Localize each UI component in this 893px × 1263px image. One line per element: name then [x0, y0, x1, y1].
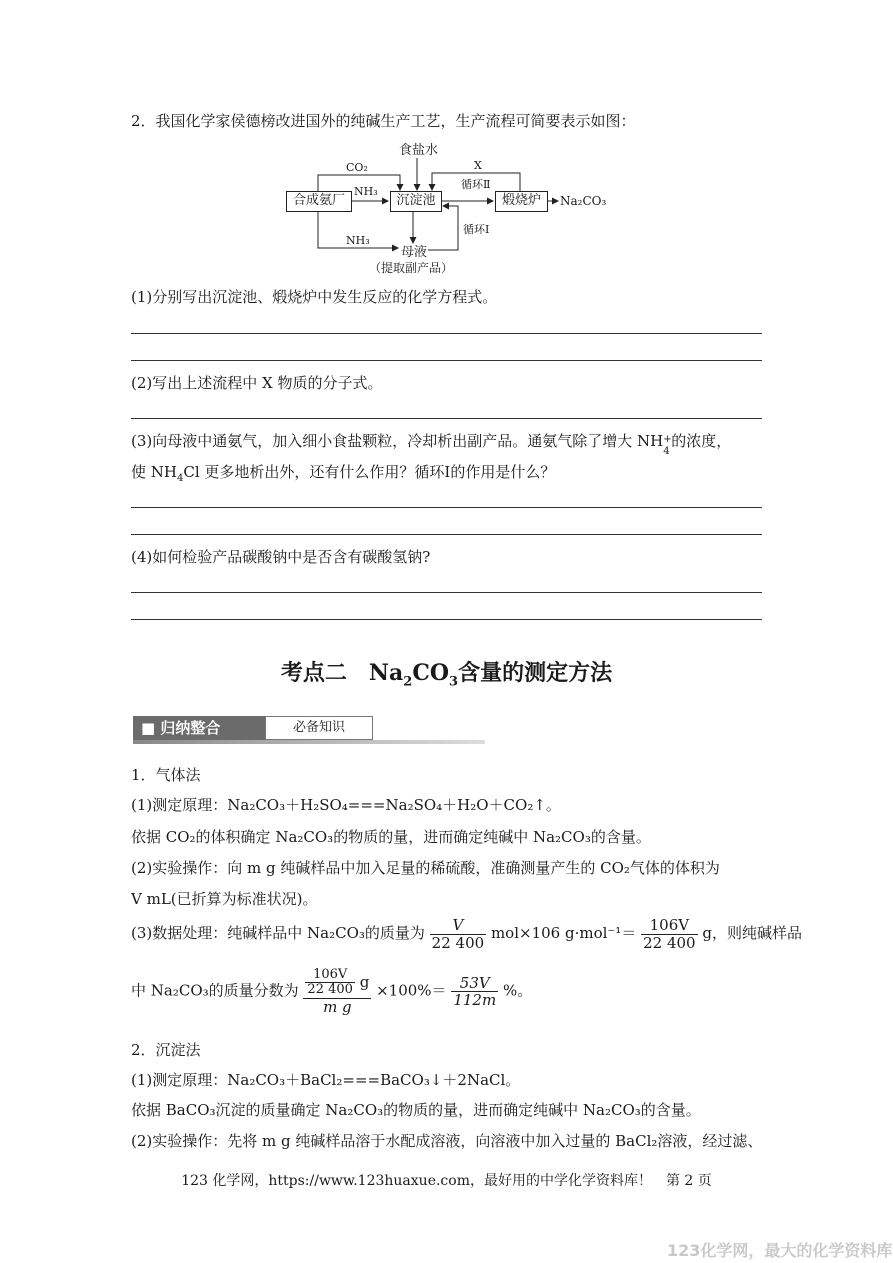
answer-line [131, 360, 762, 361]
flow-arrows [0, 0, 893, 300]
label-co2: CO₂ [346, 161, 368, 174]
answer-line [131, 418, 762, 419]
label-nh3-lower: NH₃ [346, 234, 370, 247]
answer-line [131, 619, 762, 620]
label-byproduct: （提取副产品） [369, 261, 454, 275]
section-title: 考点二 $Na_2CO_3$含量的测定方法 [280, 660, 613, 690]
summary-banner: ■ 归纳整合 [133, 716, 265, 740]
question-part-4: (4)如何检验产品碳酸钠中是否含有碳酸氢钠? [131, 548, 431, 566]
gas-operation: (2)实验操作：向 m g 纯碱样品中加入足量的稀硫酸，准确测量产生的 CO₂气体的体积为 [131, 859, 720, 877]
gas-mass-fraction: 中 Na₂CO₃的质量分数为 $\frac{106V}{22 400}$ g m g ×100%＝ $\frac{53V}{112m}$ %。 [131, 967, 533, 1016]
answer-line [131, 507, 762, 508]
precip-method-heading: 2．沉淀法 [131, 1041, 201, 1059]
label-nh3-upper: NH₃ [354, 185, 378, 198]
essential-knowledge-tag: 必备知识 [265, 716, 373, 740]
answer-line [131, 592, 762, 593]
gas-method-heading: 1．气体法 [131, 766, 201, 784]
gas-operation-cont: V mL(已折算为标准状况)。 [131, 890, 318, 908]
precip-operation: (2)实验操作：先将 m g 纯碱样品溶于水配成溶液，向溶液中加入过量的 BaCl₂溶液，经过滤、 [131, 1132, 763, 1150]
label-cycle-2: 循环Ⅱ [461, 178, 491, 191]
label-product: Na₂CO₃ [560, 194, 607, 208]
answer-line [131, 534, 762, 535]
answer-line [131, 333, 762, 334]
question-2-intro: 2．我国化学家侯德榜改进国外的纯碱生产工艺，生产流程可简要表示如图： [131, 112, 636, 130]
site-watermark: 123化学网，最大的化学资料库 [667, 1241, 893, 1260]
precip-basis: 依据 BaCO₃沉淀的质量确定 Na₂CO₃的物质的量，进而确定纯碱中 Na₂CO₃的含量。 [131, 1101, 701, 1119]
label-cycle-1: 循环Ⅰ [463, 223, 490, 236]
box-ammonia-plant: 合成氨厂 [286, 191, 352, 212]
label-mother-liquor: 母液 [401, 245, 428, 260]
precip-principle: (1)测定原理：Na₂CO₃＋BaCl₂===BaCO₃↓＋2NaCl。 [131, 1071, 521, 1089]
gas-principle: (1)测定原理：Na₂CO₃＋H₂SO₄===Na₂SO₄＋H₂O＋CO₂↑。 [131, 796, 561, 814]
label-x: X [474, 159, 482, 172]
question-part-1: (1)分别写出沉淀池、煅烧炉中发生反应的化学方程式。 [131, 288, 498, 306]
box-settling-tank: 沉淀池 [390, 191, 442, 212]
gas-data-processing: (3)数据处理：纯碱样品中 Na₂CO₃的质量为 $\frac{V}{22 400}$ mol×106 g·mol⁻¹＝ $\frac{106V}{22 400}$ g，则纯碱样品 [131, 916, 802, 952]
question-part-3-line-1: (3)向母液中通氨气，加入细小食盐颗粒，冷却析出副产品。通氨气除了增大 NH + 4 的浓度， [131, 432, 732, 457]
banner-underline [133, 740, 485, 744]
label-salt-water: 食盐水 [399, 143, 439, 158]
gas-basis: 依据 CO₂的体积确定 Na₂CO₃的物质的量，进而确定纯碱中 Na₂CO₃的含量。 [131, 828, 651, 846]
box-furnace: 煅烧炉 [495, 191, 548, 212]
question-part-2: (2)写出上述流程中 X 物质的分子式。 [131, 374, 383, 392]
question-part-3-line-2: 使 $NH_4Cl$ 更多地析出外，还有什么作用？循环Ⅰ的作用是什么？ [131, 463, 556, 484]
page-footer: 123 化学网，https://www.123huaxue.com，最好用的中学化学资料库！ 第 2 页 [181, 1173, 712, 1189]
